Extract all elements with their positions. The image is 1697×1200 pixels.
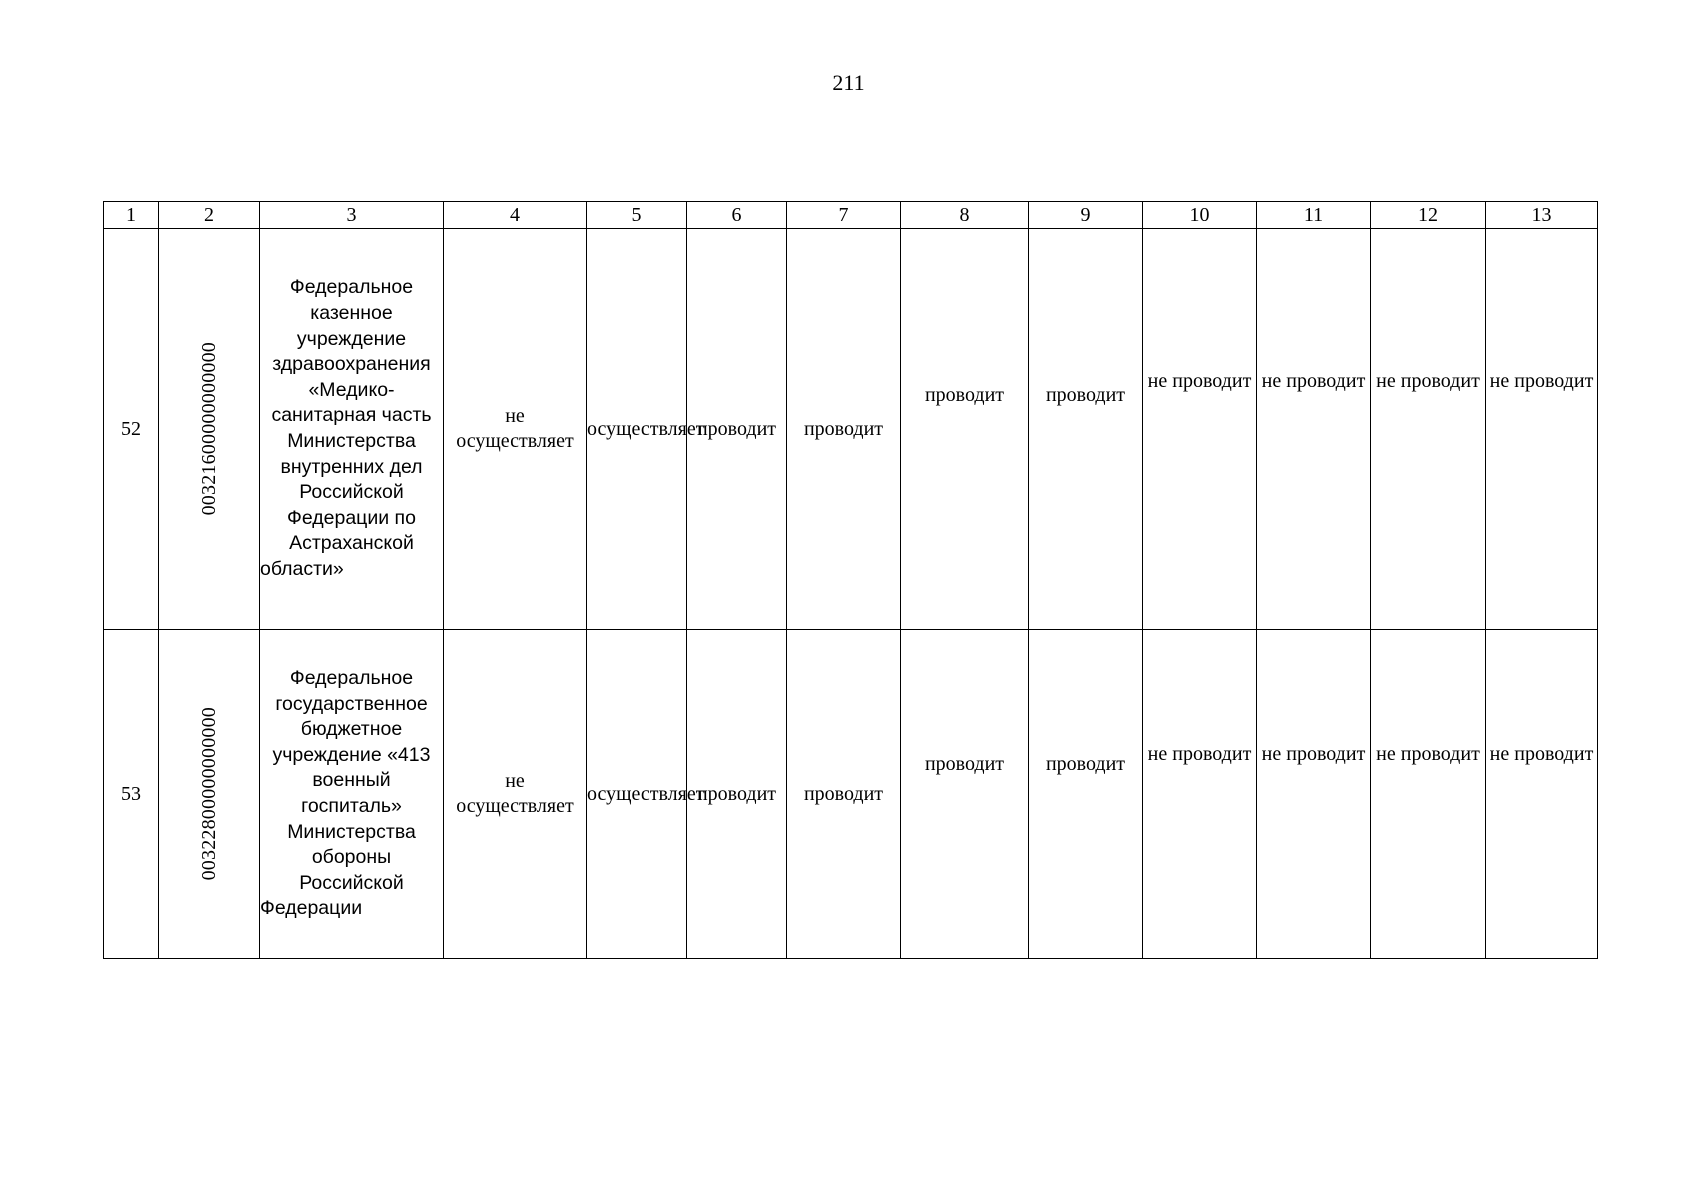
organization-name: Федеральное казенное учреждение здравоохранения «Медико-санитарная часть Министерства внутренних дел Российской Федерации по Астраханской области» xyxy=(260,229,444,630)
cell-col4: не осуществляет xyxy=(444,630,587,959)
code-cell xyxy=(159,630,260,959)
cell-col9 xyxy=(1029,630,1143,959)
cell-col8-text: проводит xyxy=(924,752,1005,775)
cell-col13 xyxy=(1486,229,1598,630)
header-cell: 6 xyxy=(687,202,787,229)
registry-code: 00322800000000000 xyxy=(197,707,220,881)
cell-col13 xyxy=(1486,630,1598,959)
code-cell xyxy=(159,229,260,630)
cell-col8 xyxy=(901,630,1029,959)
cell-col8-text: проводит xyxy=(924,383,1005,406)
cell-col10 xyxy=(1143,229,1257,630)
cell-col13-text: не проводит xyxy=(1489,369,1594,392)
row-number: 53 xyxy=(104,630,159,959)
row-number: 52 xyxy=(104,229,159,630)
header-cell: 9 xyxy=(1029,202,1143,229)
header-cell: 1 xyxy=(104,202,159,229)
header-row xyxy=(104,202,1598,229)
organization-name: Федеральное государственное бюджетное учреждение «413 военный госпиталь» Министерства обороны Российской Федерации xyxy=(260,630,444,959)
cell-col12-text: не проводит xyxy=(1376,742,1480,765)
cell-col10-text: не проводит xyxy=(1147,742,1252,765)
cell-col10-text: не проводит xyxy=(1147,369,1252,392)
cell-col5: осуществляет xyxy=(587,229,687,630)
cell-col11-text: не проводит xyxy=(1261,369,1366,392)
registry-code: 00321600000000000 xyxy=(197,342,220,516)
cell-col6: проводит xyxy=(687,229,787,630)
header-cell: 7 xyxy=(787,202,901,229)
cell-col10 xyxy=(1143,630,1257,959)
cell-col4: не осуществляет xyxy=(444,229,587,630)
data-table xyxy=(103,201,1598,959)
cell-col7: проводит xyxy=(787,630,901,959)
cell-col11 xyxy=(1257,630,1371,959)
cell-col9-text: проводит xyxy=(1045,752,1126,775)
header-cell: 2 xyxy=(159,202,260,229)
header-cell: 11 xyxy=(1257,202,1371,229)
cell-col11 xyxy=(1257,229,1371,630)
cell-col9 xyxy=(1029,229,1143,630)
cell-col5: осуществляет xyxy=(587,630,687,959)
cell-col11-text: не проводит xyxy=(1261,742,1366,765)
header-cell: 10 xyxy=(1143,202,1257,229)
header-cell: 8 xyxy=(901,202,1029,229)
table-row xyxy=(104,630,1598,959)
cell-col9-text: проводит xyxy=(1045,383,1126,406)
header-cell: 13 xyxy=(1486,202,1598,229)
cell-col12-text: не проводит xyxy=(1376,369,1480,392)
header-cell: 4 xyxy=(444,202,587,229)
cell-col12 xyxy=(1371,630,1486,959)
table-row xyxy=(104,229,1598,630)
cell-col6: проводит xyxy=(687,630,787,959)
cell-col7: проводит xyxy=(787,229,901,630)
cell-col12 xyxy=(1371,229,1486,630)
cell-col8 xyxy=(901,229,1029,630)
header-cell: 3 xyxy=(260,202,444,229)
page-number: 211 xyxy=(832,70,865,95)
header-cell: 5 xyxy=(587,202,687,229)
cell-col13-text: не проводит xyxy=(1489,742,1594,765)
header-cell: 12 xyxy=(1371,202,1486,229)
